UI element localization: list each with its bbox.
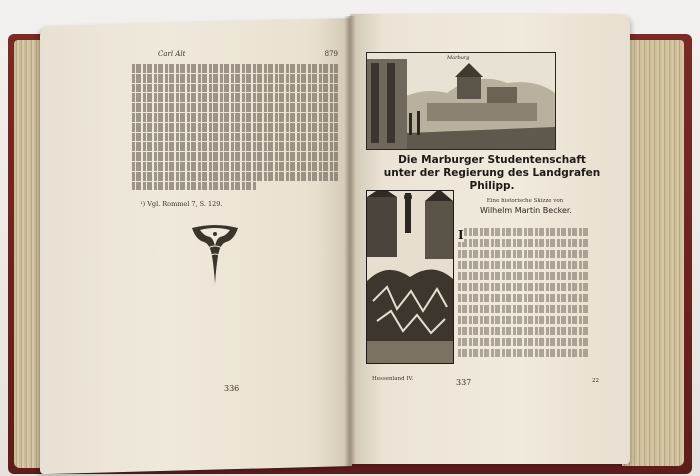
left-body-text [132, 64, 338, 190]
author-name: Wilhelm Martin Becker. [480, 206, 572, 215]
right-page-number: 337 [456, 378, 472, 387]
subtitle-line: Eine historische Skizze von [486, 198, 564, 204]
town-view-illustration [366, 52, 556, 150]
chapter-heading [364, 154, 620, 193]
right-body-text [458, 228, 590, 368]
left-page-number: 336 [224, 384, 240, 393]
student-brawl-illustration [366, 190, 454, 364]
right-footer-note: Hessenland IV. [372, 376, 414, 382]
woodcut-image [367, 191, 453, 363]
left-running-head [158, 50, 338, 62]
illustration-caption: Marburg [447, 55, 470, 61]
heading-line-1: Die Marburger Studentenschaft [398, 154, 586, 166]
right-page-block-edge [622, 40, 684, 466]
book-gutter-shadow [344, 16, 356, 466]
running-page-number: 879 [324, 50, 338, 58]
town-engraving-image [367, 53, 555, 149]
ornament-vignette-icon [190, 222, 240, 286]
left-footnote: ¹) Vgl. Rommel 7, S. 129. [140, 200, 223, 208]
running-title: Carl Alt [158, 50, 186, 58]
signature-mark: 22 [592, 378, 599, 384]
drop-cap: I [458, 228, 464, 242]
heading-line-2: unter der Regierung des Landgrafen Philipp. [383, 167, 601, 192]
